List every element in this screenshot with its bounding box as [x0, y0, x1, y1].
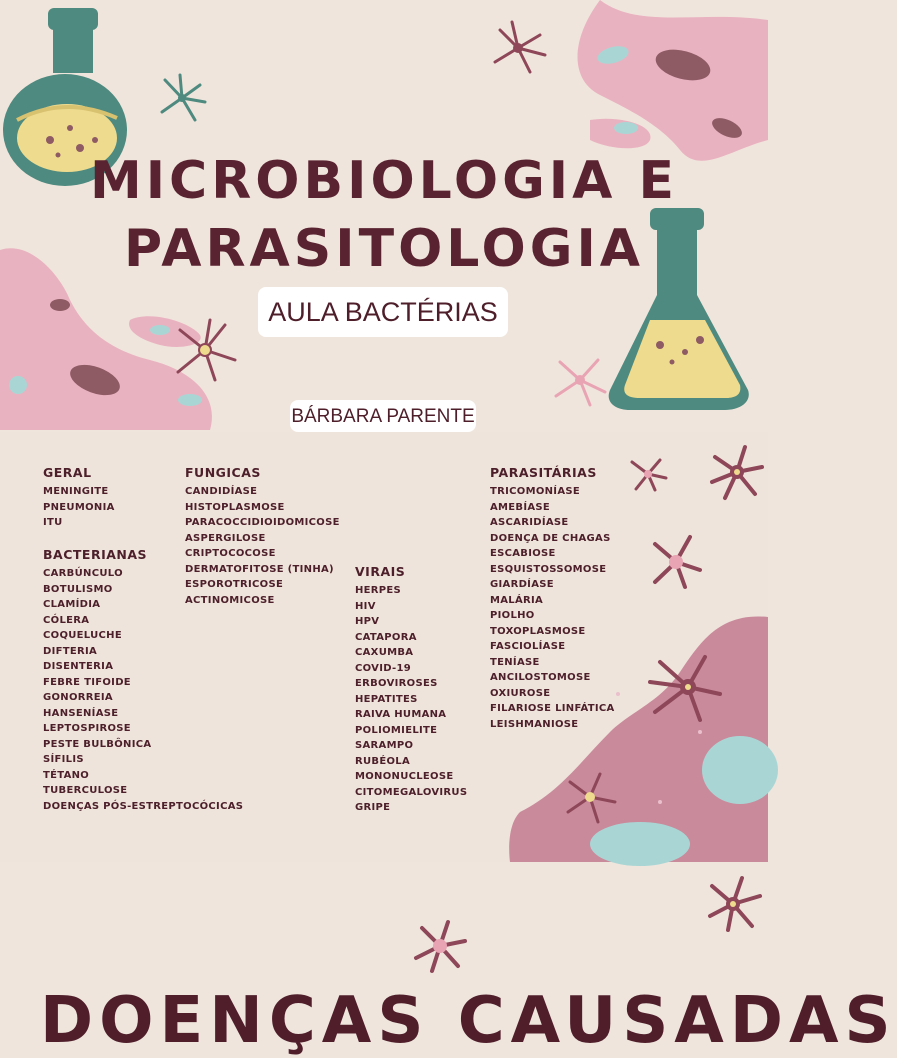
disease-item: FILARIOSE LINFÁTICA	[490, 703, 615, 714]
disease-item: HEPATITES	[355, 693, 418, 705]
disease-item: HANSENÍASE	[43, 707, 119, 719]
disease-list	[355, 583, 467, 816]
disease-item: GONORREIA	[43, 692, 113, 703]
category-virais	[355, 564, 467, 816]
disease-item: POLIOMIELITE	[355, 724, 438, 736]
disease-item: FEBRE TIFOIDE	[43, 676, 131, 688]
disease-item: TOXOPLASMOSE	[490, 625, 586, 637]
title-line-1: MICROBIOLOGIA E	[89, 151, 679, 211]
disease-item: ERBOVIROSES	[355, 678, 438, 689]
category-heading: FUNGICAS	[185, 465, 261, 480]
cover-decoration	[0, 0, 768, 430]
category-fungicas	[185, 465, 340, 608]
disease-item: DISENTERIA	[43, 661, 114, 672]
category-heading: BACTERIANAS	[43, 547, 148, 562]
disease-item: COVID-19	[355, 662, 411, 674]
disease-list	[185, 484, 340, 608]
disease-item: TRICOMONÍASE	[490, 486, 580, 497]
disease-item: RUBÉOLA	[355, 755, 410, 767]
disease-item: CATAPORA	[355, 631, 417, 643]
disease-item: TUBERCULOSE	[43, 785, 128, 796]
disease-item: SARAMPO	[355, 740, 414, 751]
disease-item: ACTINOMICOSE	[185, 594, 275, 606]
disease-item: PARACOCCIDIOIDOMICOSE	[185, 517, 340, 528]
disease-item: ANCILOSTOMOSE	[490, 672, 591, 683]
disease-item: HERPES	[355, 585, 402, 596]
title-line-2: PARASITOLOGIA	[123, 219, 645, 279]
subtitle-badge: AULA BACTÉRIAS	[258, 287, 508, 337]
cover-slide	[0, 0, 768, 430]
disease-item: DOENÇAS PÓS-ESTREPTOCÓCICAS	[43, 800, 244, 812]
disease-item: ASCARIDÍASE	[490, 517, 569, 528]
pink-cell-blob-icon	[578, 0, 769, 161]
category-geral	[43, 465, 115, 531]
disease-item: TENÍASE	[490, 656, 540, 668]
disease-item: HISTOPLASMOSE	[185, 501, 285, 513]
disease-item: CARBÚNCULO	[43, 568, 123, 579]
disease-item: CAXUMBA	[355, 647, 414, 658]
disease-item: MALÁRIA	[490, 594, 544, 606]
category-heading: VIRAIS	[355, 564, 406, 579]
disease-item: DERMATOFITOSE (TINHA)	[185, 563, 334, 575]
disease-item: GIARDÍASE	[490, 579, 554, 590]
disease-item: CLAMÍDIA	[43, 599, 101, 610]
disease-item: ASPERGILOSE	[185, 532, 266, 544]
disease-item: LEISHMANIOSE	[490, 718, 579, 730]
disease-item: MENINGITE	[43, 486, 109, 497]
disease-item: CANDIDÍASE	[185, 486, 258, 497]
disease-item: BOTULISMO	[43, 583, 113, 595]
disease-item: LEPTOSPIROSE	[43, 723, 131, 734]
disease-item: PESTE BULBÔNICA	[43, 738, 152, 750]
disease-item: ITU	[43, 517, 63, 528]
disease-item: PNEUMONIA	[43, 501, 115, 513]
disease-item: FASCIOLÍASE	[490, 641, 566, 652]
disease-item: ESQUISTOSSOMOSE	[490, 563, 607, 575]
disease-item: MONONUCLEOSE	[355, 771, 454, 782]
disease-item: RAIVA HUMANA	[355, 709, 447, 720]
disease-item: OXIUROSE	[490, 687, 551, 699]
category-parasitarias	[490, 465, 615, 732]
disease-item: COQUELUCHE	[43, 630, 122, 641]
disease-item: CÓLERA	[43, 614, 90, 626]
next-slide	[0, 866, 897, 1058]
disease-item: DIFTERIA	[43, 645, 98, 657]
disease-item: HIV	[355, 600, 376, 612]
disease-item: CITOMEGALOVIRUS	[355, 786, 468, 798]
category-heading: PARASITÁRIAS	[490, 465, 597, 480]
disease-item: ESPOROTRICOSE	[185, 579, 284, 590]
disease-item: CRIPTOCOCOSE	[185, 548, 276, 559]
disease-item: TÉTANO	[43, 769, 90, 781]
disease-item: ESCABIOSE	[490, 548, 556, 559]
disease-item: DOENÇA DE CHAGAS	[490, 532, 611, 544]
disease-item: AMEBÍASE	[490, 501, 551, 513]
disease-item: SÍFILIS	[43, 754, 84, 765]
disease-item: PIOLHO	[490, 610, 535, 621]
disease-item: GRIPE	[355, 802, 391, 813]
slide-title: DOENÇAS CAUSADAS	[40, 984, 897, 1058]
disease-list	[490, 484, 615, 732]
author-badge: BÁRBARA PARENTE	[290, 400, 476, 432]
index-slide	[0, 432, 768, 862]
disease-list	[43, 484, 115, 531]
category-heading: GERAL	[43, 465, 92, 480]
disease-item: HPV	[355, 616, 380, 627]
